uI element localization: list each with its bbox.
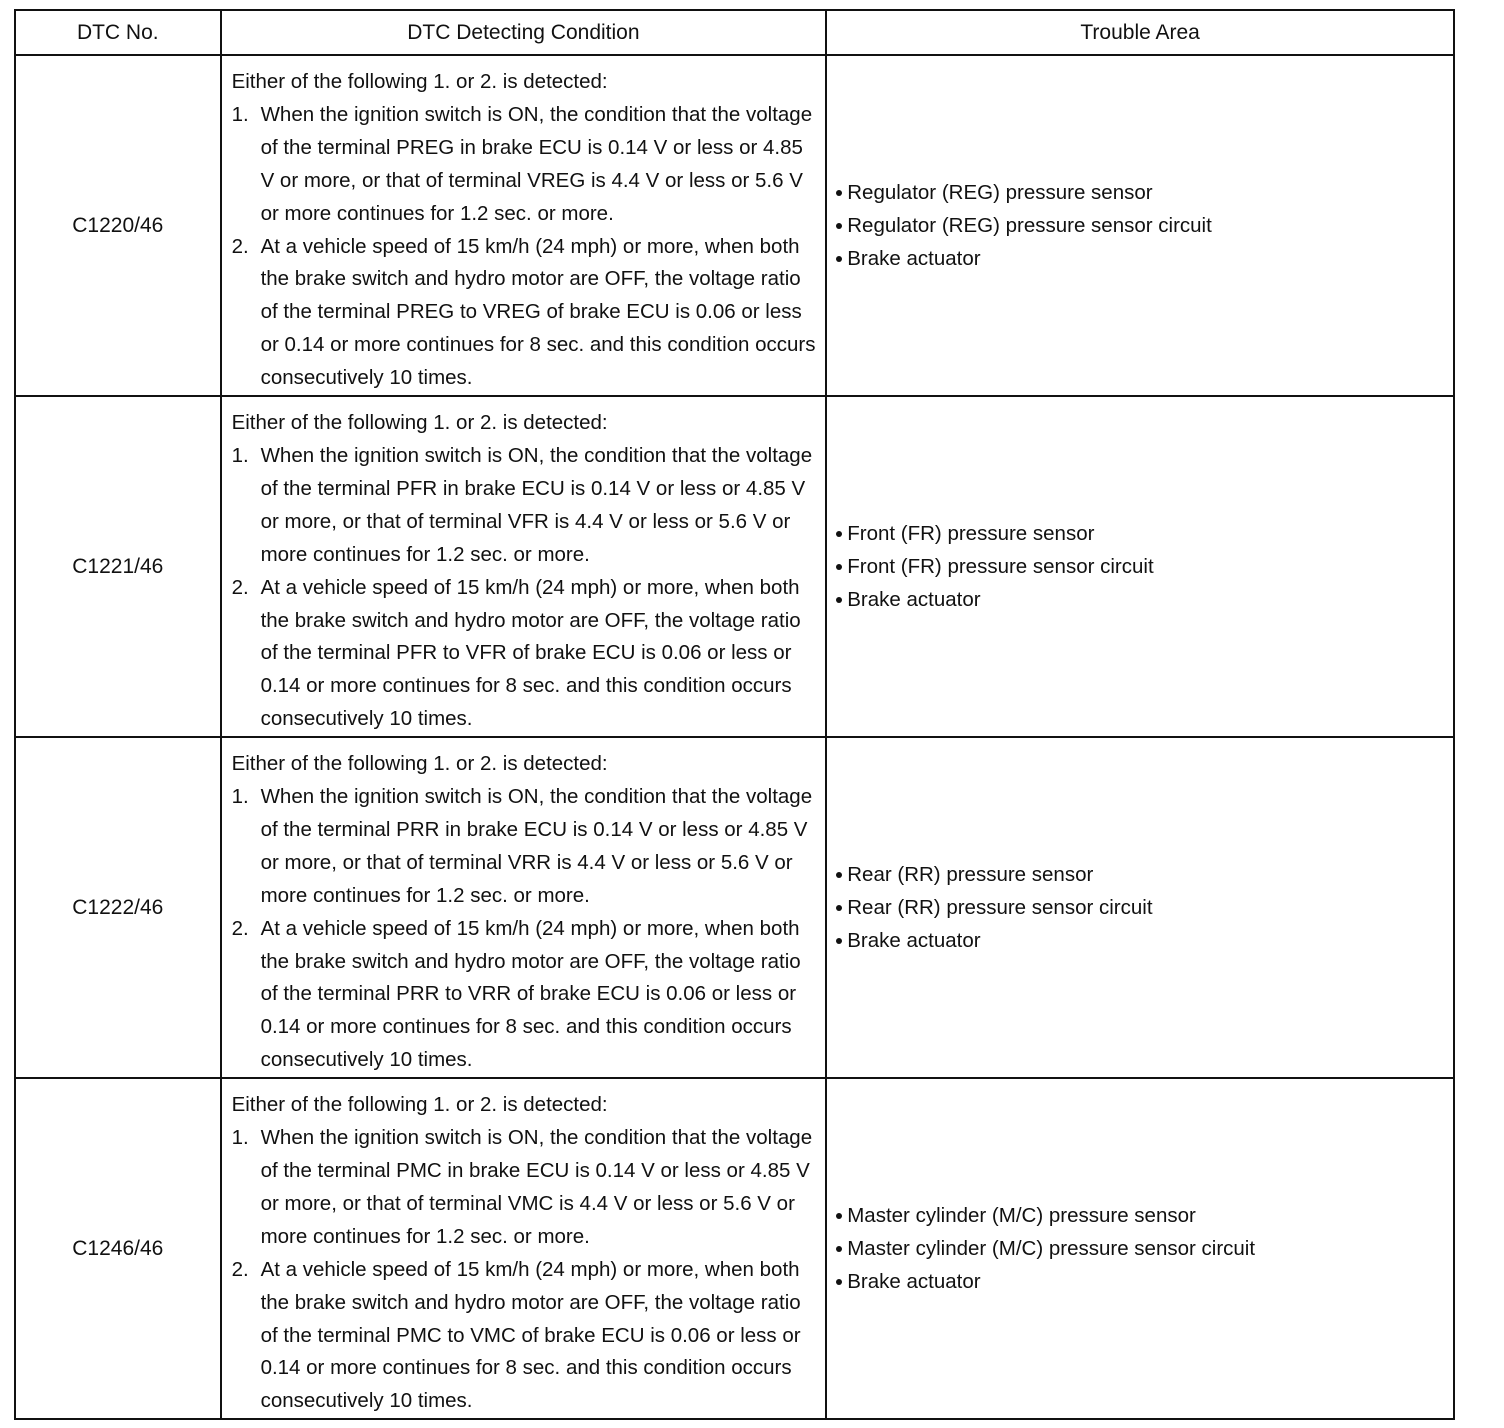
condition-item-text: At a vehicle speed of 15 km/h (24 mph) or more, when both the brake switch and hydro motor are OFF, the voltage ratio of the terminal PFR to VFR of brake ECU is 0.06 or less or 0.14 or more continues for 8 sec. and this condition occurs consecutively 10 times. (260, 575, 801, 731)
dtc-table (14, 9, 1455, 1420)
condition-item-text: At a vehicle speed of 15 km/h (24 mph) or more, when both the brake switch and hydro motor are OFF, the voltage ratio of the terminal PREG to VREG of brake ECU is 0.06 or less or 0.14 or more continues for 8 sec. and this condition occurs consecutively 10 times. (260, 234, 816, 390)
condition-item-text: At a vehicle speed of 15 km/h (24 mph) or more, when both the brake switch and hydro motor are OFF, the voltage ratio of the terminal PMC to VMC of brake ECU is 0.06 or less or 0.14 or more continues for 8 sec. and this condition occurs consecutively 10 times. (260, 1257, 801, 1413)
header-detecting-condition: DTC Detecting Condition (221, 10, 827, 55)
trouble-area-item: Brake actuator (835, 1265, 1445, 1298)
trouble-area-cell (826, 396, 1454, 737)
condition-intro: Either of the following 1. or 2. is detected: (231, 752, 608, 776)
condition-list (232, 1122, 818, 1418)
table-row (15, 55, 1454, 396)
condition-cell (221, 1078, 827, 1419)
header-trouble-area: Trouble Area (826, 10, 1454, 55)
trouble-area-item: Brake actuator (835, 242, 1445, 275)
condition-intro: Either of the following 1. or 2. is detected: (231, 411, 608, 435)
dtc-code: C1220/46 (15, 55, 221, 396)
condition-cell (221, 396, 827, 737)
table-row (15, 737, 1454, 1078)
condition-item-text: When the ignition switch is ON, the condition that the voltage of the terminal PREG in brake ECU is 0.14 V or less or 4.85 V or more, or that of terminal VREG is 4.4 V or less or 5.6 V or more continues for 1.2 sec. or more. (260, 102, 813, 225)
table-header (15, 10, 1454, 55)
condition-intro: Either of the following 1. or 2. is detected: (231, 1093, 608, 1117)
table-row (15, 1078, 1454, 1419)
condition-item (232, 572, 818, 737)
condition-item-text: When the ignition switch is ON, the condition that the voltage of the terminal PFR in brake ECU is 0.14 V or less or 4.85 V or more, or that of terminal VFR is 4.4 V or less or 5.6 V or more continues for 1.2 sec. or more. (260, 443, 813, 566)
condition-cell (221, 737, 827, 1078)
condition-item-number: 1. (231, 785, 249, 809)
trouble-area-list (835, 517, 1445, 616)
header-dtc-no: DTC No. (15, 10, 221, 55)
condition-item (232, 440, 818, 572)
trouble-area-item: Master cylinder (M/C) pressure sensor (835, 1199, 1445, 1232)
condition-item-number: 1. (231, 102, 249, 126)
condition-intro: Either of the following 1. or 2. is detected: (231, 70, 608, 93)
condition-item (232, 1254, 818, 1419)
trouble-area-list (835, 1199, 1445, 1298)
trouble-area-item: Regulator (REG) pressure sensor (835, 176, 1445, 209)
trouble-area-item: Front (FR) pressure sensor circuit (835, 550, 1445, 583)
header-row (15, 10, 1454, 55)
condition-item-text: At a vehicle speed of 15 km/h (24 mph) or more, when both the brake switch and hydro motor are OFF, the voltage ratio of the terminal PRR to VRR of brake ECU is 0.06 or less or 0.14 or more continues for 8 sec. and this condition occurs consecutively 10 times. (260, 916, 801, 1072)
condition-item-number: 1. (231, 443, 249, 467)
trouble-area-item: Front (FR) pressure sensor (835, 517, 1445, 550)
condition-list (232, 99, 818, 395)
condition-item-number: 2. (231, 916, 249, 940)
trouble-area-list (835, 176, 1445, 275)
condition-item-number: 1. (231, 1126, 249, 1150)
trouble-area-item: Master cylinder (M/C) pressure sensor circuit (835, 1232, 1445, 1265)
condition-item-number: 2. (231, 1257, 249, 1281)
condition-item-number: 2. (231, 234, 249, 258)
table-body (15, 55, 1454, 1419)
trouble-area-list (835, 858, 1445, 957)
trouble-area-cell (826, 737, 1454, 1078)
condition-item-text: When the ignition switch is ON, the condition that the voltage of the terminal PMC in brake ECU is 0.14 V or less or 4.85 V or more, or that of terminal VMC is 4.4 V or less or 5.6 V or more continues for 1.2 sec. or more. (260, 1126, 813, 1248)
dtc-code: C1222/46 (15, 737, 221, 1078)
condition-item (232, 1122, 818, 1254)
trouble-area-item: Brake actuator (835, 924, 1445, 957)
trouble-area-item: Regulator (REG) pressure sensor circuit (835, 209, 1445, 242)
condition-item (232, 99, 818, 231)
dtc-code: C1221/46 (15, 396, 221, 737)
condition-item (232, 913, 818, 1078)
trouble-area-cell (826, 55, 1454, 396)
condition-item (232, 781, 818, 913)
trouble-area-item: Brake actuator (835, 583, 1445, 616)
dtc-code: C1246/46 (15, 1078, 221, 1419)
condition-list (232, 440, 818, 736)
condition-item-number: 2. (231, 575, 249, 599)
trouble-area-item: Rear (RR) pressure sensor (835, 858, 1445, 891)
condition-cell (221, 55, 827, 396)
table-row (15, 396, 1454, 737)
trouble-area-item: Rear (RR) pressure sensor circuit (835, 891, 1445, 924)
condition-list (232, 781, 818, 1077)
condition-item-text: When the ignition switch is ON, the condition that the voltage of the terminal PRR in brake ECU is 0.14 V or less or 4.85 V or more, or that of terminal VRR is 4.4 V or less or 5.6 V or more continues for 1.2 sec. or more. (260, 785, 813, 907)
condition-item (232, 231, 818, 396)
trouble-area-cell (826, 1078, 1454, 1419)
